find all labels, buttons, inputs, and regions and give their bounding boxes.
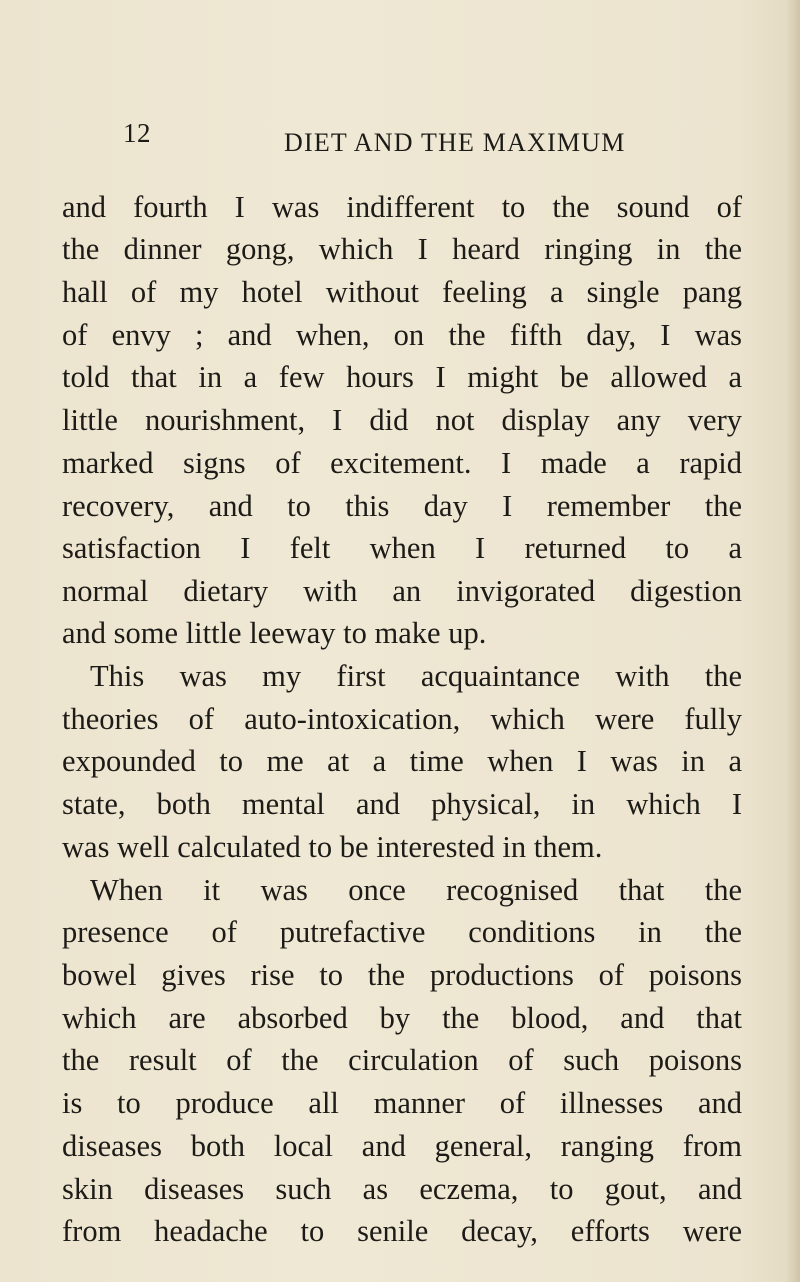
text-line: the result of the circulation of such poisons [62,1043,742,1077]
text-line: from headache to senile decay, efforts were [62,1214,742,1248]
text-line: and fourth I was indifferent to the sound of [62,190,742,224]
text-line: skin diseases such as eczema, to gout, and [62,1172,742,1206]
text-line: little nourishment, I did not display any very [62,403,742,437]
text-line: diseases both local and general, ranging from [62,1129,742,1163]
text-line: is to produce all manner of illnesses and [62,1086,742,1120]
text-line: the dinner gong, which I heard ringing in the [62,232,742,266]
running-title: DIET AND THE MAXIMUM [284,128,626,157]
text-line: recovery, and to this day I remember the [62,489,742,523]
text-line: was well calculated to be interested in them. [62,830,603,864]
text-line: hall of my hotel without feeling a single pang [62,275,742,309]
text-line: marked signs of excitement. I made a rapid [62,446,742,480]
text-line: theories of auto-intoxication, which were fully [62,702,742,736]
page-edge-shadow [786,0,800,1282]
text-line: expounded to me at a time when I was in a [62,744,742,778]
page-number: 12 [123,118,151,148]
text-line: presence of putrefactive conditions in the [62,915,742,949]
text-line: and some little leeway to make up. [62,616,487,650]
text-line: which are absorbed by the blood, and that [62,1001,742,1035]
text-line: of envy ; and when, on the fifth day, I was [62,318,742,352]
text-line: normal dietary with an invigorated digestion [62,574,742,608]
text-line: This was my first acquaintance with the [90,659,742,693]
text-line: state, both mental and physical, in which I [62,787,742,821]
text-line: told that in a few hours I might be allowed a [62,360,742,394]
text-line: satisfaction I felt when I returned to a [62,531,742,565]
text-line: bowel gives rise to the productions of poisons [62,958,742,992]
text-line: When it was once recognised that the [90,873,742,907]
